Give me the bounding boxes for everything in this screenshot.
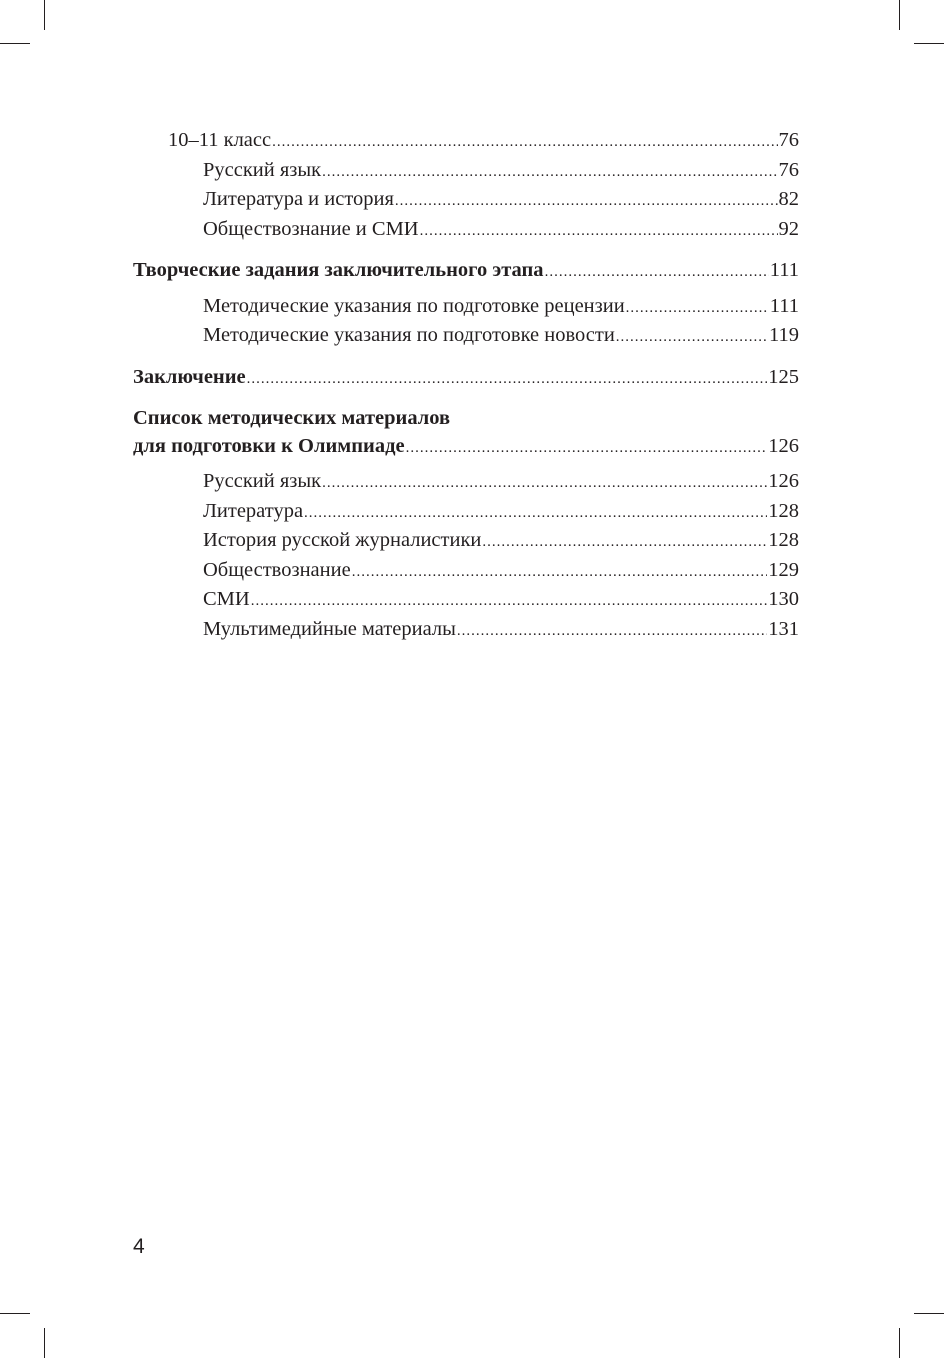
toc-section-title: для подготовки к Олимпиаде bbox=[133, 434, 405, 457]
table-of-contents bbox=[133, 127, 799, 645]
toc-entry[interactable] bbox=[133, 586, 799, 616]
dot-leader bbox=[616, 324, 768, 352]
toc-section-title-line1[interactable]: Список методических материалов bbox=[133, 407, 451, 429]
crop-mark-top-left-vertical bbox=[44, 0, 45, 30]
toc-entry-page: 111 bbox=[769, 294, 799, 317]
toc-entry-title: Русский язык bbox=[203, 158, 322, 181]
toc-entry[interactable] bbox=[133, 216, 799, 246]
toc-entry-title: Литература и история bbox=[203, 188, 394, 210]
dot-leader bbox=[247, 366, 768, 394]
dot-leader bbox=[626, 295, 769, 323]
toc-entry[interactable] bbox=[133, 468, 799, 498]
toc-entry-title: Методические указания по подготовке новости bbox=[203, 324, 615, 346]
toc-entry-title: Мультимедийные материалы bbox=[203, 617, 456, 640]
toc-entry[interactable] bbox=[133, 616, 799, 646]
toc-entry-title: История русской журналистики bbox=[203, 529, 482, 551]
toc-entry-title: Обществознание bbox=[203, 558, 351, 581]
toc-entry[interactable] bbox=[133, 527, 799, 557]
dot-leader bbox=[251, 588, 768, 616]
dot-leader bbox=[395, 188, 778, 216]
crop-mark-bottom-right-vertical bbox=[899, 1328, 900, 1358]
toc-entry-page: 126 bbox=[768, 470, 799, 492]
toc-entry-page: 76 bbox=[778, 158, 799, 181]
toc-entry[interactable] bbox=[133, 322, 799, 352]
crop-mark-top-right-vertical bbox=[899, 0, 900, 30]
toc-entry[interactable] bbox=[133, 293, 799, 323]
toc-entry-page: 82 bbox=[778, 188, 799, 210]
toc-entry-page: 119 bbox=[769, 324, 799, 346]
toc-section-page: 126 bbox=[768, 434, 799, 457]
toc-entry-10-11-class[interactable] bbox=[133, 127, 799, 157]
crop-mark-top-right-horizontal bbox=[914, 43, 944, 44]
toc-section-title: Заключение bbox=[133, 365, 246, 388]
crop-mark-bottom-right-horizontal bbox=[914, 1313, 944, 1314]
crop-mark-top-left-horizontal bbox=[0, 43, 30, 44]
toc-entry-page: 131 bbox=[768, 617, 799, 640]
dot-leader bbox=[272, 129, 777, 157]
toc-section-methodical-materials[interactable] bbox=[133, 433, 799, 463]
toc-section-conclusion[interactable] bbox=[133, 364, 799, 394]
dot-leader bbox=[420, 218, 778, 246]
dot-leader bbox=[406, 435, 768, 463]
dot-leader bbox=[322, 159, 777, 187]
dot-leader bbox=[545, 259, 769, 287]
crop-mark-bottom-left-horizontal bbox=[0, 1313, 30, 1314]
toc-entry-page: 128 bbox=[768, 529, 799, 551]
toc-section-creative-tasks[interactable] bbox=[133, 257, 799, 287]
toc-entry[interactable] bbox=[133, 157, 799, 187]
toc-section-title: Творческие задания заключительного этапа bbox=[133, 259, 544, 281]
toc-entry[interactable] bbox=[133, 498, 799, 528]
page-number: 4 bbox=[133, 1235, 145, 1258]
toc-entry-title: СМИ bbox=[203, 588, 250, 610]
dot-leader bbox=[482, 529, 767, 557]
dot-leader bbox=[304, 500, 767, 528]
dot-leader bbox=[322, 470, 767, 498]
toc-entry[interactable] bbox=[133, 557, 799, 587]
toc-entry-page: 76 bbox=[778, 129, 799, 151]
toc-section-page: 111 bbox=[769, 259, 799, 281]
dot-leader bbox=[352, 559, 768, 587]
dot-leader bbox=[457, 618, 767, 646]
toc-entry-page: 92 bbox=[778, 217, 799, 240]
toc-section-page: 125 bbox=[768, 365, 799, 388]
toc-entry[interactable] bbox=[133, 186, 799, 216]
crop-mark-bottom-left-vertical bbox=[44, 1328, 45, 1358]
toc-entry-page: 128 bbox=[768, 499, 799, 522]
toc-entry-title: Русский язык bbox=[203, 470, 322, 492]
toc-entry-title: Методические указания по подготовке рецензии bbox=[203, 294, 625, 317]
toc-entry-page: 129 bbox=[768, 558, 799, 581]
toc-entry-title: Литература bbox=[203, 499, 304, 522]
toc-entry-title: 10–11 класс bbox=[168, 129, 272, 151]
toc-entry-page: 130 bbox=[768, 588, 799, 610]
toc-entry-title: Обществознание и СМИ bbox=[203, 217, 419, 240]
